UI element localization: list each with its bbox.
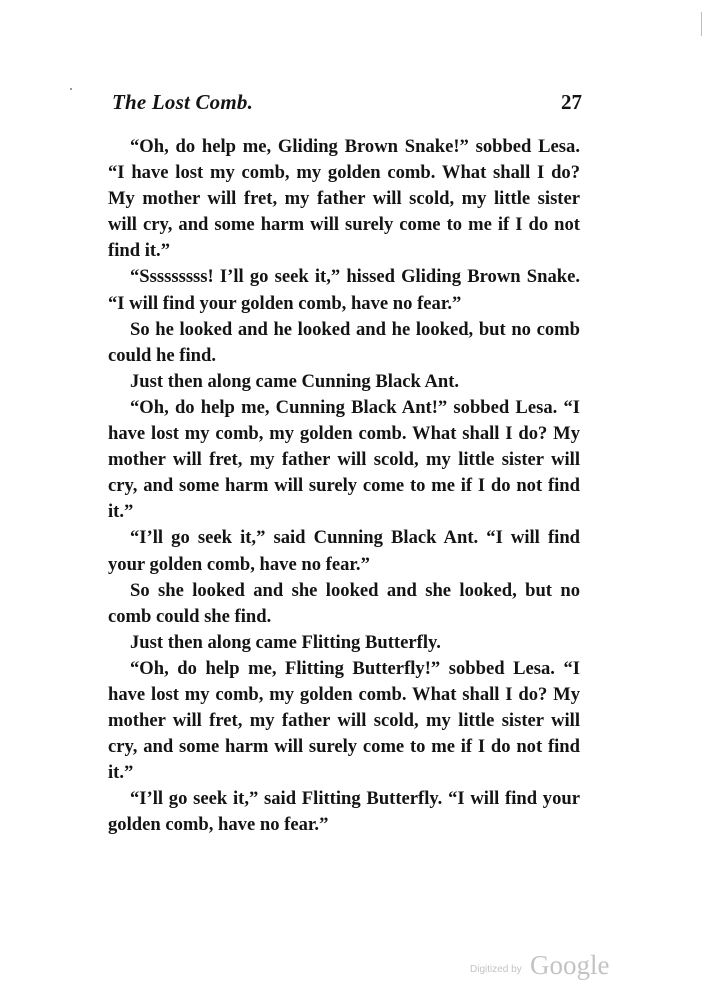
paragraph: “Oh, do help me, Gliding Brown Snake!” sobbed Lesa. “I have lost my comb, my golden comb. What shall I do? My mother will fret, my father will scold, my little sister will cry, and some harm will surely come to me if I do not find it.”	[108, 136, 580, 262]
running-head	[112, 90, 582, 120]
google-logo: Google	[530, 950, 610, 980]
paragraph: “Sssssssss! I’ll go seek it,” hissed Gliding Brown Snake. “I will find your golden comb, have no fear.”	[108, 266, 580, 314]
paragraph: Just then along came Flitting Butterfly.	[130, 631, 441, 653]
paragraph: “I’ll go seek it,” said Cunning Black Ant. “I will find your golden comb, have no fear.”	[108, 527, 580, 575]
paragraph: So she looked and she looked and she looked, but no comb could she find.	[108, 579, 580, 627]
body-text	[108, 134, 580, 839]
paragraph: So he looked and he looked and he looked, but no comb could he find.	[108, 318, 580, 366]
paragraph: “I’ll go seek it,” said Flitting Butterfly. “I will find your golden comb, have no fear.”	[108, 788, 580, 836]
paragraph: “Oh, do help me, Cunning Black Ant!” sobbed Lesa. “I have lost my comb, my golden comb. What shall I do? My mother will fret, my father will scold, my little sister will cry, and some harm will surely come to me if I do not find it.”	[108, 396, 580, 523]
digitized-watermark	[470, 950, 620, 986]
scan-edge-line	[701, 12, 702, 36]
scan-speck	[70, 88, 72, 90]
page-number: 27	[561, 90, 582, 114]
paragraph: “Oh, do help me, Flitting Butterfly!” sobbed Lesa. “I have lost my comb, my golden comb. What shall I do? My mother will fret, my father will scold, my little sister will cry, and some harm will surely come to me if I do not find it.”	[108, 657, 580, 784]
watermark-prefix: Digitized by	[470, 964, 522, 975]
running-title: The Lost Comb.	[112, 90, 254, 114]
paragraph: Just then along came Cunning Black Ant.	[130, 370, 460, 392]
